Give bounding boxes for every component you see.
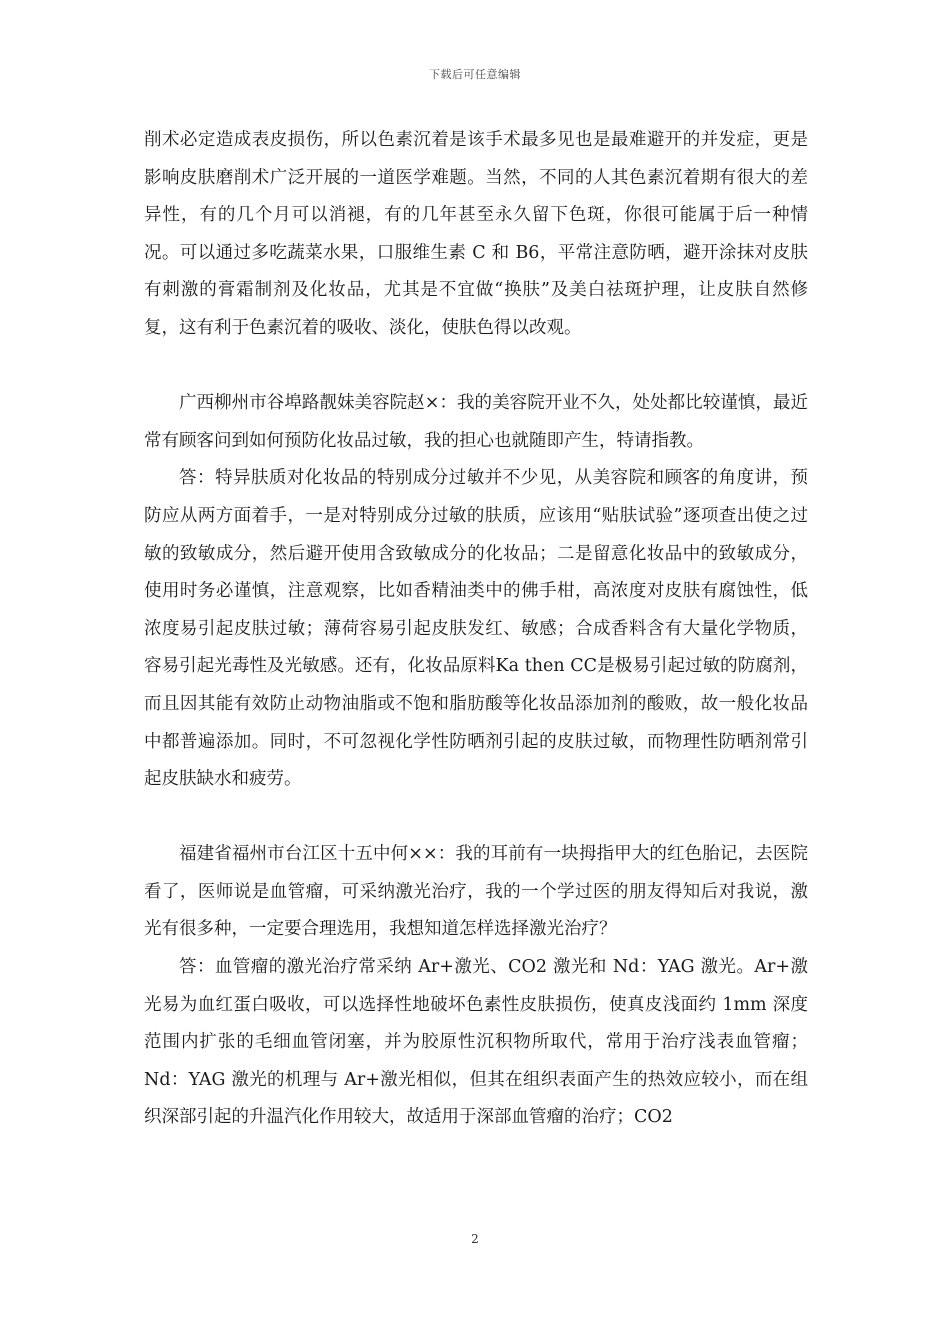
paragraph-answer-laser: 答：血管瘤的激光治疗常采纳 Ar+激光、CO2 激光和 Nd：YAG 激光。Ar+激光易为血红蛋白吸收，可以选择性地破坏色素性皮肤损伤，使真皮浅面约 1mm 深度范围内扩张的毛细血管闭塞，并为胶原性沉积物所取代，常用于治疗浅表血管瘤；Nd：YAG 激光的机理与 Ar+激光相似，但其在组织表面产生的热效应较小，而在组织深部引起的升温汽化作用较大，故适用于深部血管瘤的治疗；CO2 (144, 957, 808, 1128)
paragraph-question-guangxi: 广西柳州市谷埠路靓妹美容院赵×：我的美容院开业不久，处处都比较谨慎，最近常有顾客问到如何预防化妆品过敏，我的担心也就随即产生，特请指教。 (144, 393, 808, 451)
document-body (144, 122, 808, 1137)
page-header-note: 下载后可任意编辑 (429, 68, 521, 81)
paragraph-question-fujian: 福建省福州市台江区十五中何××：我的耳前有一块拇指甲大的红色胎记，去医院看了，医师说是血管瘤，可采纳激光治疗，我的一个学过医的朋友得知后对我说，激光有很多种，一定要合理选用，我想知道怎样选择激光治疗？ (144, 844, 808, 940)
page-number: 2 (471, 1232, 479, 1246)
paragraph-answer-allergy: 答：特异肤质对化妆品的特别成分过敏并不少见，从美容院和顾客的角度讲，预防应从两方面着手，一是对特别成分过敏的肤质，应该用“贴肤试验”逐项查出使之过敏的致敏成分，然后避开使用含致敏成分的化妆品；二是留意化妆品中的致敏成分，使用时务必谨慎，注意观察，比如香精油类中的佛手柑，高浓度对皮肤有腐蚀性，低浓度易引起皮肤过敏；薄荷容易引起皮肤发红、敏感；合成香料含有大量化学物质，容易引起光毒性及光敏感。还有，化妆品原料Ka then CC是极易引起过敏的防腐剂，而且因其能有效防止动物油脂或不饱和脂肪酸等化妆品添加剂的酸败，故一般化妆品中都普遍添加。同时，不可忽视化学性防晒剂引起的皮肤过敏，而物理性防晒剂常引起皮肤缺水和疲劳。 (144, 468, 808, 790)
paragraph-continuation: 削术必定造成表皮损伤，所以色素沉着是该手术最多见也是最难避开的并发症，更是影响皮肤磨削术广泛开展的一道医学难题。当然，不同的人其色素沉着期有很大的差异性，有的几个月可以消褪，有的几年甚至永久留下色斑，你很可能属于后一种情况。可以通过多吃蔬菜水果，口服维生素 C 和 B6，平常注意防晒，避开涂抹对皮肤有刺激的膏霜制剂及化妆品，尤其是不宜做“换肤”及美白祛斑护理，让皮肤自然修复，这有利于色素沉着的吸收、淡化，使肤色得以改观。 (144, 130, 808, 338)
